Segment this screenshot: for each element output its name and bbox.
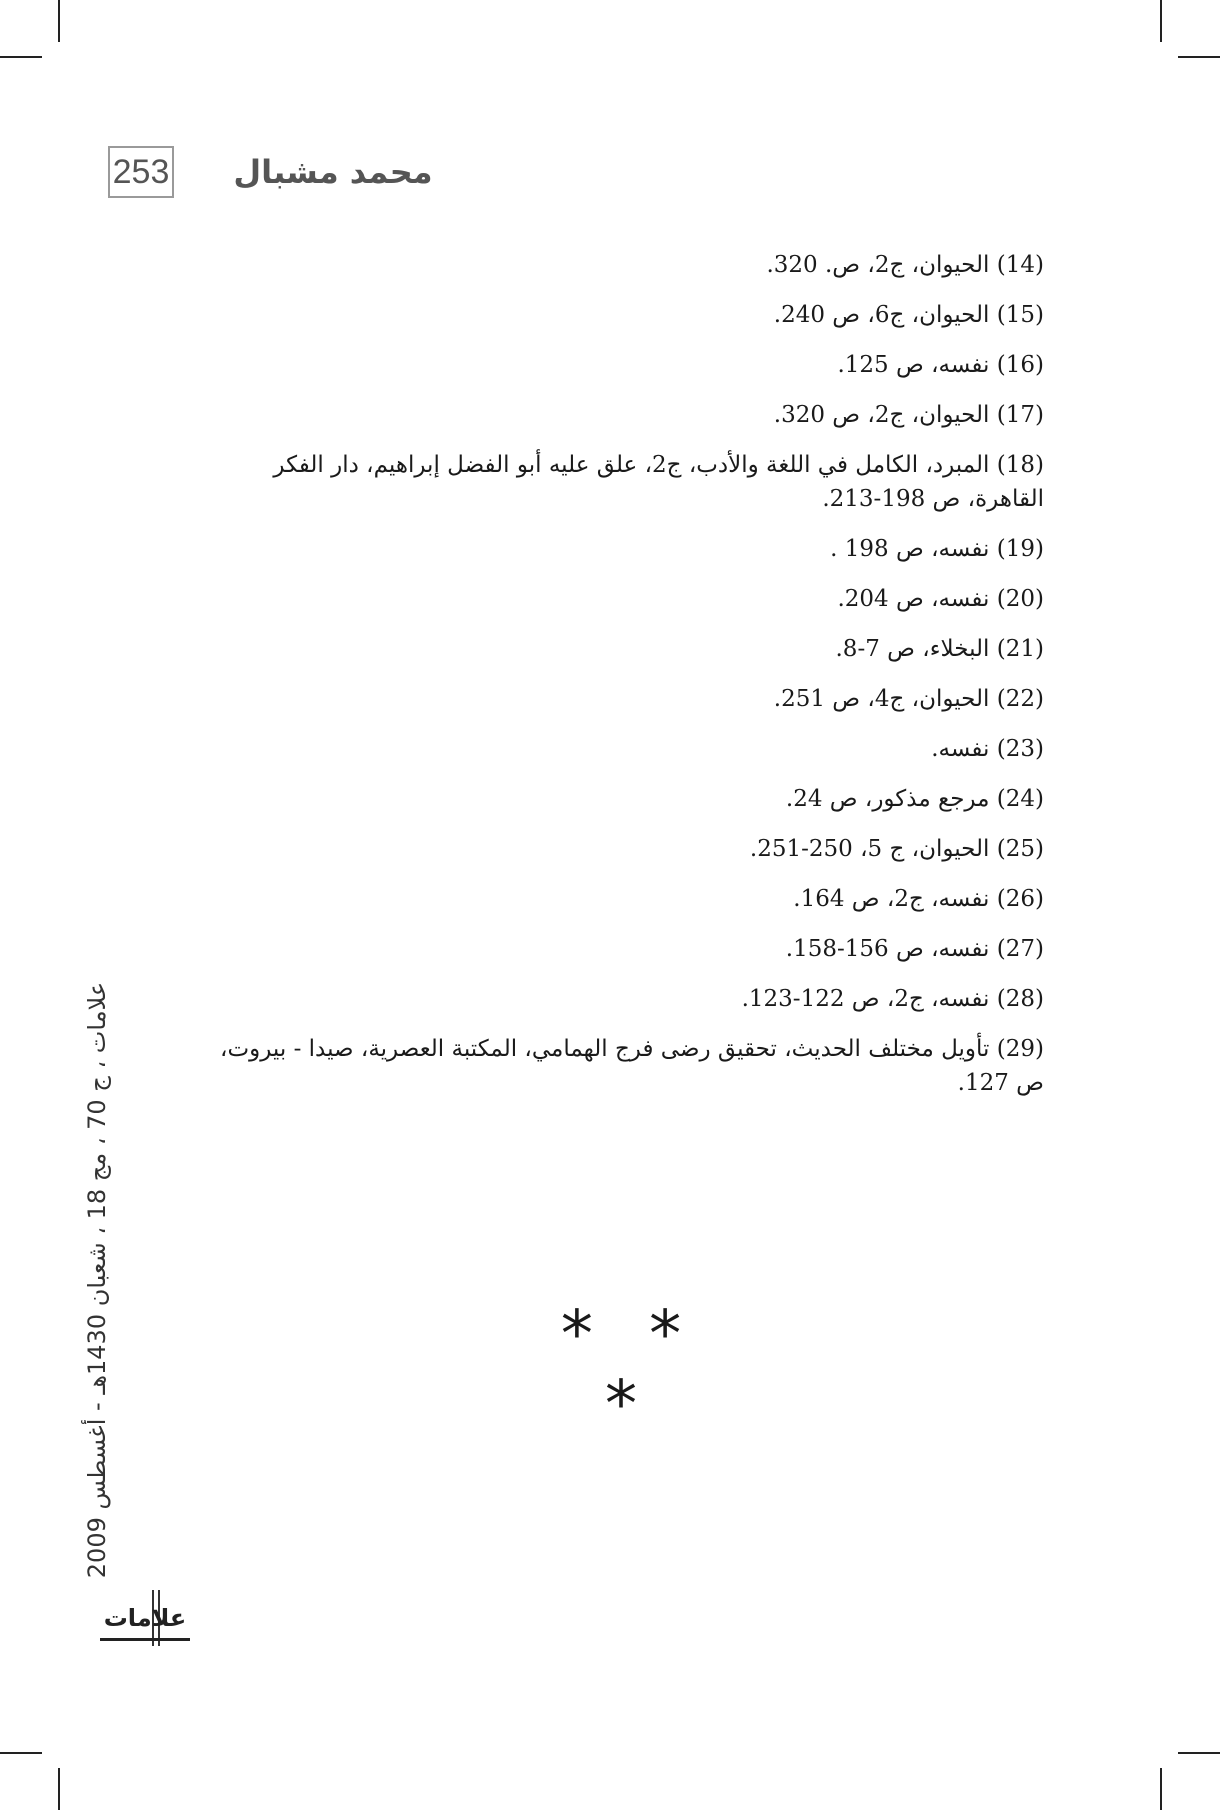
crop-mark xyxy=(0,56,42,58)
footnote-text: نفسه، ص 125. xyxy=(837,352,990,378)
footnote xyxy=(200,632,1048,666)
footnote xyxy=(200,398,1048,432)
footnote xyxy=(200,882,1048,916)
footnote xyxy=(200,732,1048,766)
footnote-text: نفسه. xyxy=(931,736,990,762)
footnote-text: مرجع مذكور، ص 24. xyxy=(785,786,990,812)
footnote-number: (16) xyxy=(996,352,1044,378)
footnote-number: (26) xyxy=(996,886,1044,912)
footnote xyxy=(200,932,1048,966)
crop-mark xyxy=(1160,0,1162,42)
page-number: 253 xyxy=(108,146,174,198)
footnote-number: (25) xyxy=(996,836,1044,862)
author-name: محمد مشبال xyxy=(233,153,433,191)
footnote xyxy=(200,448,1048,516)
footnote-number: (20) xyxy=(996,586,1044,612)
footnote xyxy=(200,682,1048,716)
crop-mark xyxy=(1160,1768,1162,1810)
footnote xyxy=(200,348,1048,382)
footnote-number: (28) xyxy=(996,986,1044,1012)
footnote-number: (18) xyxy=(996,452,1044,478)
footnote-text: نفسه، ص 156-158. xyxy=(785,936,990,962)
section-separator: * * * xyxy=(560,1298,700,1442)
footnote-text: البخلاء، ص 7-8. xyxy=(835,636,990,662)
footnotes-list xyxy=(200,248,1048,1116)
footnote-number: (19) xyxy=(996,536,1044,562)
footnote-number: (14) xyxy=(996,252,1044,278)
crop-mark xyxy=(58,0,60,42)
footnote xyxy=(200,782,1048,816)
footnote-number: (29) xyxy=(996,1036,1044,1062)
journal-issue-reference: علامات ، ج 70 ، مج 18 ، شعبان 1430هـ - أغسطس 2009 xyxy=(83,981,111,1579)
journal-logo: علامات xyxy=(100,1598,190,1641)
footnote-text: نفسه، ص 204. xyxy=(837,586,990,612)
crop-mark xyxy=(1178,56,1220,58)
footnote-text: المبرد، الكامل في اللغة والأدب، ج2، علق عليه أبو الفضل إبراهيم، دار الفكر القاهرة، ص 198-213. xyxy=(273,452,1044,512)
footnote-number: (22) xyxy=(996,686,1044,712)
footnote-number: (24) xyxy=(996,786,1044,812)
footnote-number: (27) xyxy=(996,936,1044,962)
footnote xyxy=(200,832,1048,866)
footnote-number: (17) xyxy=(996,402,1044,428)
footnote-text: الحيوان، ج2، ص. 320. xyxy=(766,252,990,278)
footnote xyxy=(200,582,1048,616)
footnote xyxy=(200,248,1048,282)
footnote xyxy=(200,532,1048,566)
footnote-number: (15) xyxy=(996,302,1044,328)
footnote-text: الحيوان، ج2، ص 320. xyxy=(773,402,990,428)
footnote-text: الحيوان، ج 5، 250-251. xyxy=(749,836,990,862)
crop-mark xyxy=(58,1768,60,1810)
footnote xyxy=(200,298,1048,332)
footnote xyxy=(200,982,1048,1016)
crop-mark xyxy=(1178,1752,1220,1754)
footnote xyxy=(200,1032,1048,1100)
footnote-text: نفسه، ج2، ص 122-123. xyxy=(741,986,990,1012)
footnote-text: الحيوان، ج6، ص 240. xyxy=(773,302,990,328)
crop-mark xyxy=(0,1752,42,1754)
footnote-text: نفسه، ج2، ص 164. xyxy=(793,886,990,912)
footnote-number: (21) xyxy=(996,636,1044,662)
footnote-number: (23) xyxy=(996,736,1044,762)
footnote-text: الحيوان، ج4، ص 251. xyxy=(773,686,990,712)
footnote-text: نفسه، ص 198 . xyxy=(830,536,990,562)
footnote-text: تأويل مختلف الحديث، تحقيق رضى فرج الهمامي، المكتبة العصرية، صيدا - بيروت، ص 127. xyxy=(220,1036,1044,1096)
